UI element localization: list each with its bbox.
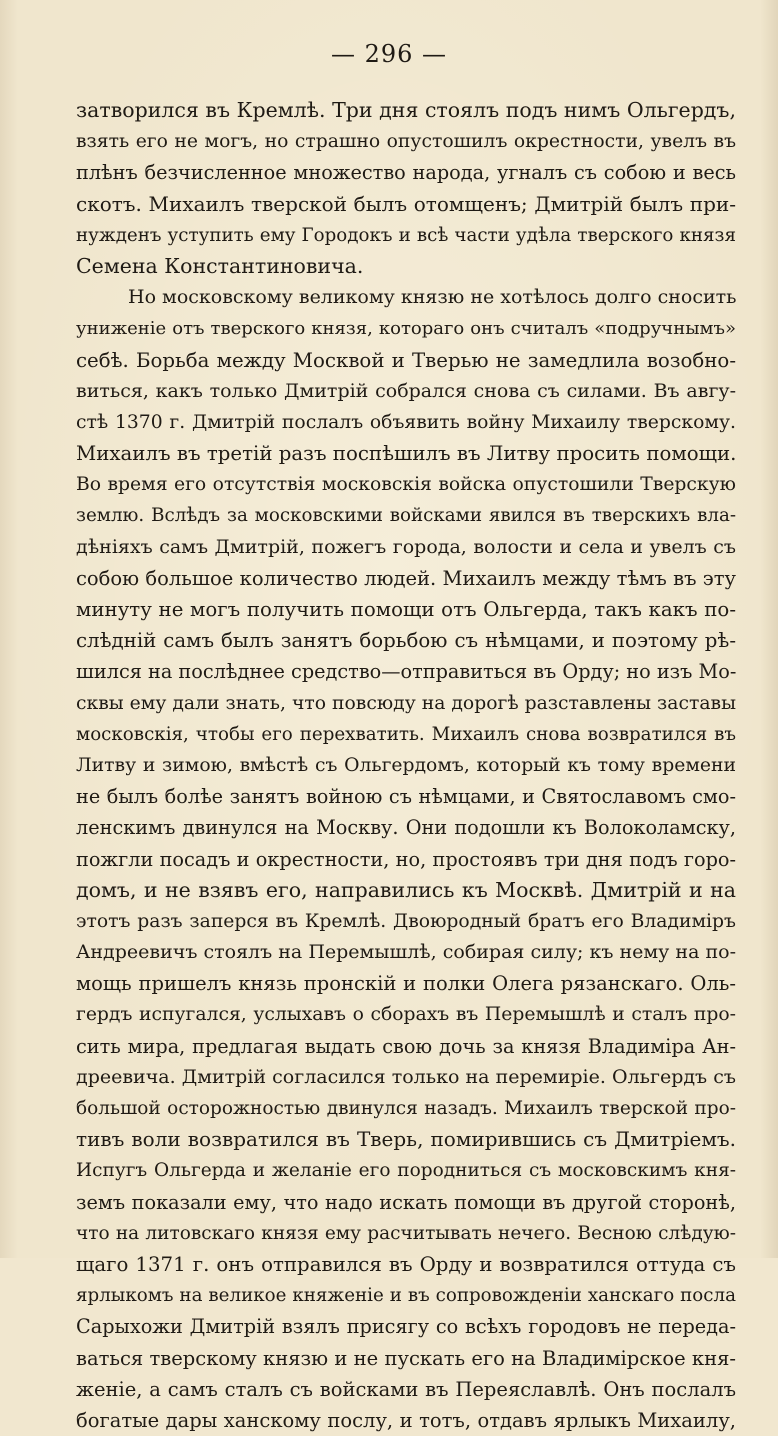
text-line: тивъ воли возвратился въ Тверь, помирившись съ Дмитріемъ. (76, 1127, 736, 1152)
text-line: сквы ему дали знать, что повсюду на дорогѣ разставлены заставы (76, 692, 736, 714)
text-line: гердъ испугался, услыхавъ о сборахъ въ Перемышлѣ и сталъ про- (76, 1004, 736, 1026)
text-line: Испугъ Ольгерда и желаніе его породниться съ московскимъ кня- (76, 1160, 736, 1182)
text-line: затворился въ Кремлѣ. Три дня стоялъ подъ нимъ Ольгердъ, (76, 98, 736, 122)
text-line: собою большое количество людей. Михаилъ между тѣмъ въ эту (76, 566, 736, 590)
text-line: мощь пришелъ князь пронскій и полки Олега рязанскаго. Оль- (76, 972, 736, 996)
text-line: взять его не могъ, но страшно опустошилъ окрестности, увелъ въ (76, 131, 736, 153)
text-line: себѣ. Борьба между Москвой и Тверью не замедлила возобно- (76, 348, 736, 372)
text-line: стѣ 1370 г. Дмитрій послалъ объявить войну Михаилу тверскому. (76, 411, 736, 433)
text-line: ярлыкомъ на великое княженіе и въ сопровожденіи ханскаго посла (76, 1285, 736, 1307)
text-line: плѣнъ безчисленное множество народа, угналъ съ собою и весь (76, 161, 736, 185)
text-line: богатые дары ханскому послу, и тотъ, отдавъ ярлыкъ Михаилу, (76, 1408, 736, 1432)
text-line: московскія, чтобы его перехватить. Михаилъ снова возвратился въ (76, 723, 736, 745)
text-line: виться, какъ только Дмитрій собрался снова съ силами. Въ авгу- (76, 379, 736, 402)
text-line: домъ, и не взявъ его, направились къ Москвѣ. Дмитрій и на (76, 877, 736, 902)
text-line: Литву и зимою, вмѣстѣ съ Ольгердомъ, который къ тому времени (76, 754, 736, 776)
text-line: дреевича. Дмитрій согласился только на перемиріе. Ольгердъ съ (76, 1065, 736, 1088)
text-line: щаго 1371 г. онъ отправился въ Орду и возвратился оттуда съ (76, 1252, 736, 1276)
text-line: женіе, а самъ сталъ съ войсками въ Переяславлѣ. Онъ послалъ (76, 1377, 736, 1401)
text-line: шился на послѣднее средство—отправиться въ Орду; но изъ Мо- (76, 660, 737, 684)
text-line: ваться тверскому князю и не пускать его на Владимірское кня- (76, 1346, 736, 1370)
text-line: Андреевичъ стоялъ на Перемышлѣ, собирая силу; къ нему на по- (76, 941, 736, 964)
text-line: сить мира, предлагая выдать свою дочь за князя Владиміра Ан- (76, 1034, 736, 1058)
text-line: скотъ. Михаилъ тверской былъ отомщенъ; Дмитрій былъ при- (76, 191, 736, 216)
body-text (76, 95, 736, 1436)
text-line: минуту не могъ получить помощи отъ Ольгерда, такъ какъ по- (76, 598, 736, 621)
text-line: слѣдній самъ былъ занятъ борьбою съ нѣмцами, и поэтому рѣ- (76, 629, 736, 653)
paragraph-first-line: Но московскому великому князю не хотѣлось долго сносить (128, 286, 737, 309)
text-line: земъ показали ему, что надо искать помощи въ другой сторонѣ, (76, 1190, 736, 1214)
text-line: большой осторожностью двинулся назадъ. Михаилъ тверской про- (76, 1098, 736, 1119)
text-line: не былъ болѣе занятъ войною съ нѣмцами, и Святославомъ смо- (76, 785, 736, 809)
text-line: нужденъ уступить ему Городокъ и всѣ части удѣла тверского князя (76, 224, 736, 246)
text-line: землю. Вслѣдъ за московскими войсками явился въ тверскихъ вла- (76, 505, 736, 527)
text-line: ленскимъ двинулся на Москву. Они подошли къ Волоколамску, (76, 816, 736, 840)
text-line: пожгли посадъ и окрестности, но, простоявъ три дня подъ горо- (76, 847, 736, 871)
text-line: Семена Константиновича. (76, 253, 364, 278)
text-line: Во время его отсутствія московскія войска опустошили Тверскую (76, 474, 736, 496)
text-line: этотъ разъ заперся въ Кремлѣ. Двоюродный братъ его Владиміръ (76, 910, 736, 932)
text-line: дѣніяхъ самъ Дмитрій, пожегъ города, волости и села и увелъ съ (76, 535, 736, 558)
page-number: — 296 — (330, 40, 448, 68)
text-line: Михаилъ въ третій разъ поспѣшилъ въ Литву просить помощи. (76, 442, 737, 466)
text-line: Сарыхожи Дмитрій взялъ присягу со всѣхъ городовъ не переда- (76, 1315, 736, 1339)
text-line: униженіе отъ тверского князя, котораго онъ считалъ «подручнымъ» (76, 318, 736, 340)
text-line: что на литовскаго князя ему расчитывать нечего. Весною слѣдую- (76, 1222, 736, 1244)
